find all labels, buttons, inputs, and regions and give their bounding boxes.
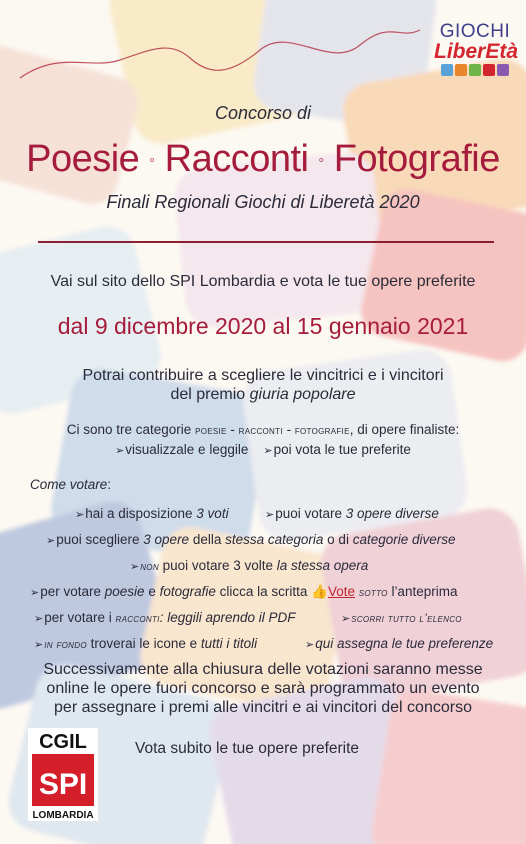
- date-range: dal 9 dicembre 2020 al 15 gennaio 2021: [57, 313, 469, 339]
- successivamente-text: Successivamente alla chiusura delle votazioni saranno messe online le opere fuori concorso e sarà programmato un evento per assegnare i premi alle vincitri e ai vincitori del concorso: [43, 661, 483, 716]
- title-fotografie: Fotografie: [333, 138, 500, 180]
- logo-icon-4: [483, 64, 495, 76]
- potrai-line1: Potrai contribuire a scegliere le vincitrici e i vincitori: [82, 367, 444, 384]
- svg-text:CGIL: CGIL: [39, 731, 87, 753]
- rule-assegna-preferenze: ➢qui assegna le tue preferenze: [305, 636, 494, 651]
- rule-in-fondo: ➢in fondo troverai le icone e tutti i titoli: [34, 636, 258, 651]
- categories-line1: Ci sono tre categorie poesie - racconti - fotografie, di opere finaliste:: [66, 422, 460, 437]
- rule-vote-button: ➢per votare poesie e fotografie clicca la scritta 👍Vote sotto l’anteprima: [30, 584, 458, 599]
- categories-line2: ➢visualizzale e leggile ➢poi vota le tue preferite: [115, 442, 411, 457]
- logo-icons: [434, 64, 516, 76]
- svg-text:LOMBARDIA: LOMBARDIA: [32, 810, 94, 821]
- rule-3-voti: ➢hai a disposizione 3 voti: [75, 506, 229, 521]
- main-title: [0, 138, 526, 181]
- title-racconti: Racconti: [164, 138, 309, 180]
- logo-icon-3: [469, 64, 481, 76]
- title-poesie: Poesie: [26, 138, 140, 180]
- logo-icon-1: [441, 64, 453, 76]
- concorso-label: Concorso di: [214, 103, 312, 123]
- subtitle: Finali Regionali Giochi di Liberetà 2020: [106, 192, 420, 212]
- vota-subito-text: Vota subito le tue opere preferite: [135, 740, 360, 757]
- title-separator-2: ◦: [318, 151, 324, 169]
- svg-text:SPI: SPI: [38, 768, 88, 801]
- logo-line2: LiberEtà: [434, 40, 519, 63]
- rule-3-opere-diverse: ➢puoi votare 3 opere diverse: [265, 506, 439, 521]
- divider: [38, 241, 494, 243]
- vai-text: Vai sul sito dello SPI Lombardia e vota le tue opere preferite: [50, 273, 476, 290]
- potrai-text: [0, 366, 526, 404]
- rule-stessa-categoria: ➢puoi scegliere 3 opere della stessa categoria o di categorie diverse: [46, 532, 456, 547]
- categories-text: [0, 420, 526, 461]
- rule-non-stessa-opera: ➢non puoi votare 3 volte la stessa opera: [130, 558, 369, 573]
- thumbs-up-icon: 👍: [311, 584, 328, 599]
- potrai-line2: del premio giuria popolare: [170, 386, 356, 403]
- logo-line1: GIOCHI: [439, 21, 511, 42]
- cgil-spi-logo: [28, 728, 98, 821]
- title-separator-1: ◦: [149, 151, 155, 169]
- rule-racconti-pdf: ➢per votare i racconti: leggili aprendo il PDF: [34, 610, 296, 625]
- logo-icon-5: [497, 64, 509, 76]
- rule-scorri-elenco: ➢scorri tutto l’elenco: [341, 611, 462, 625]
- vote-label: Vote: [327, 584, 355, 599]
- come-votare-label: Come votare:: [30, 477, 112, 492]
- giochi-liberta-logo: [434, 21, 519, 76]
- logo-icon-2: [455, 64, 467, 76]
